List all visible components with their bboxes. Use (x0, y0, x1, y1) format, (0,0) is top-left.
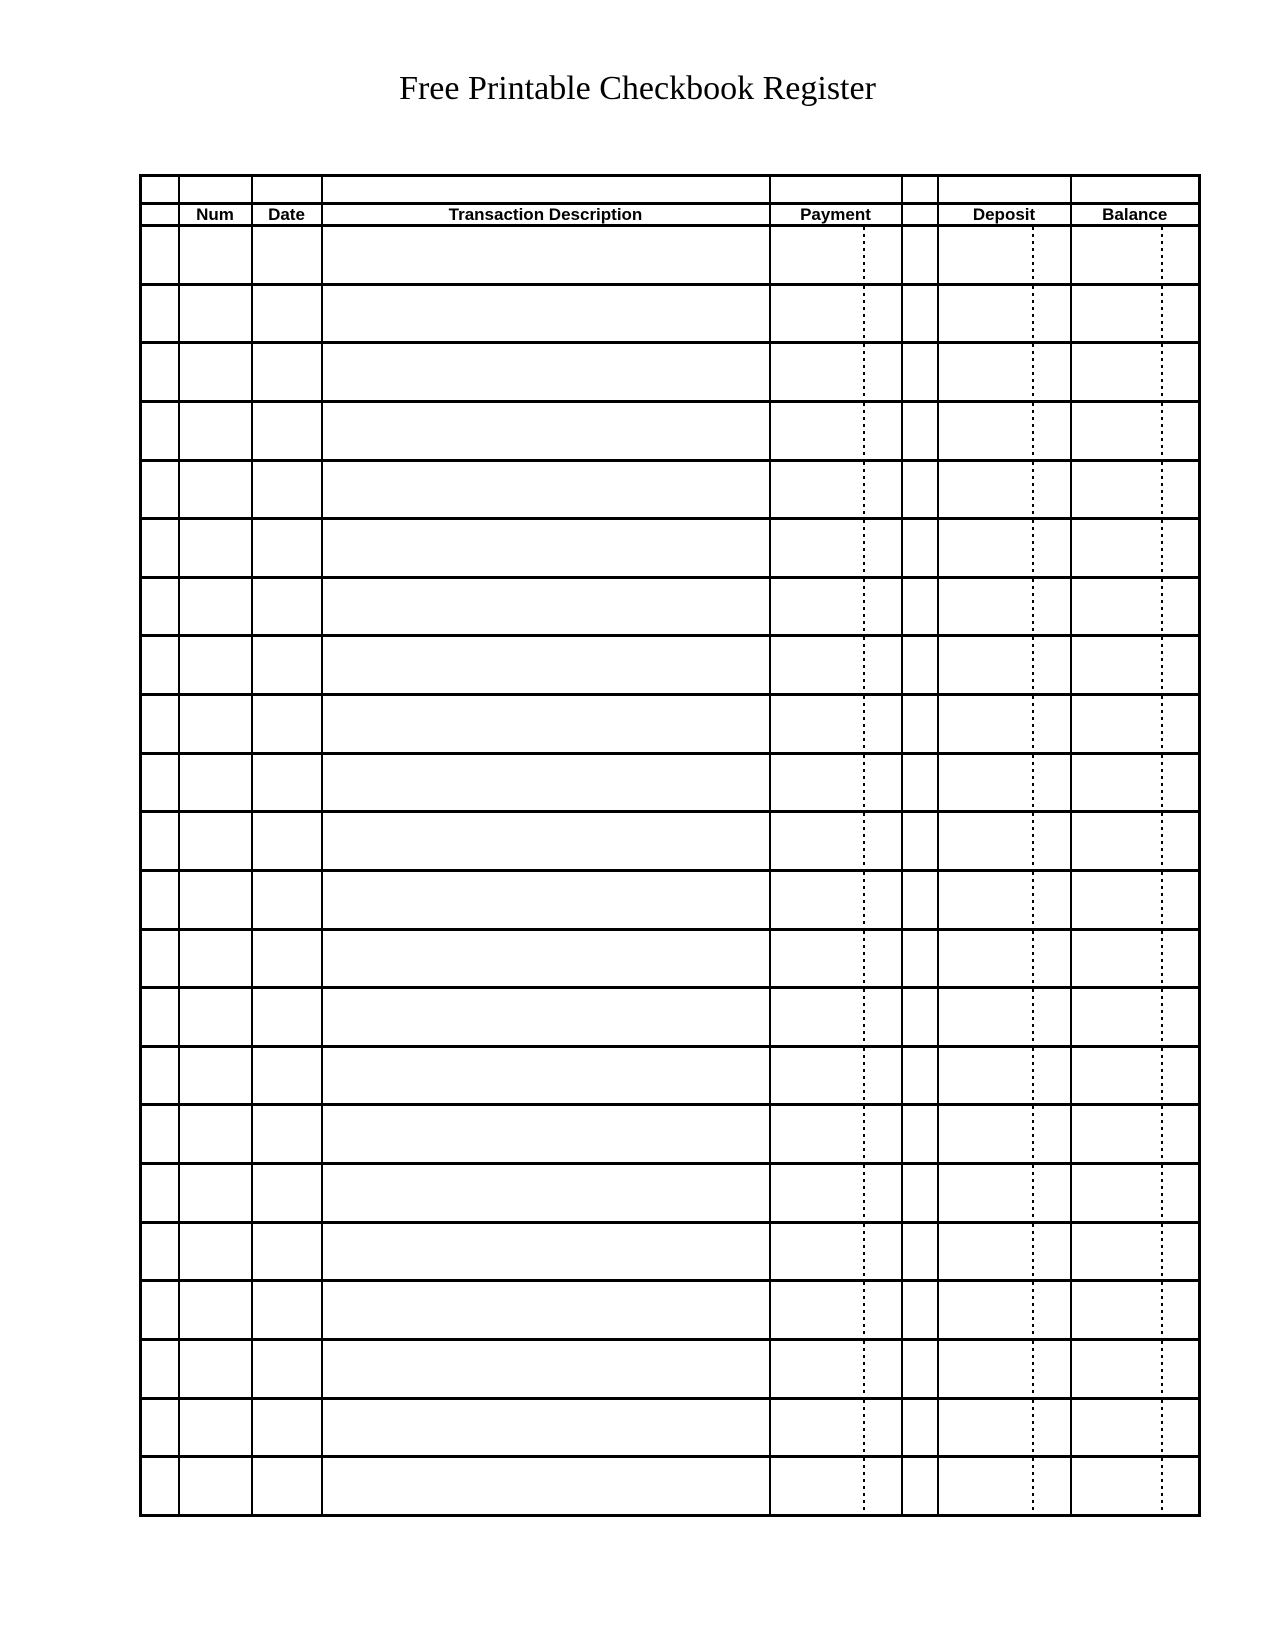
cents-separator-line (1161, 1224, 1163, 1280)
cell-deposit (938, 636, 1071, 695)
cell-date (252, 636, 322, 695)
register-row (141, 1281, 1200, 1340)
cell-balance (1071, 343, 1200, 402)
cell-date (252, 226, 322, 285)
cell-payment (770, 753, 902, 812)
cents-separator-line (1032, 1224, 1034, 1280)
cell-num (179, 695, 252, 754)
cell-date (252, 519, 322, 578)
cell-num (179, 1222, 252, 1281)
cell-deposit (938, 1457, 1071, 1516)
register-row (141, 1046, 1200, 1105)
cents-separator-line (1032, 1341, 1034, 1397)
spacer-cell-divider (902, 176, 938, 204)
cell-num (179, 812, 252, 871)
cell-deposit (938, 284, 1071, 343)
cents-separator-line (863, 1400, 865, 1456)
cell-num (179, 1105, 252, 1164)
cell-divider (902, 1222, 938, 1281)
cell-deposit (938, 460, 1071, 519)
register-row (141, 1398, 1200, 1457)
cell-deposit (938, 1339, 1071, 1398)
cell-description (322, 460, 770, 519)
page-title: Free Printable Checkbook Register (399, 70, 876, 107)
cents-separator-line (1032, 755, 1034, 811)
register-row (141, 284, 1200, 343)
cell-date (252, 401, 322, 460)
cell-divider (902, 460, 938, 519)
cell-description (322, 1105, 770, 1164)
cell-payment (770, 1105, 902, 1164)
cell-divider (902, 226, 938, 285)
cell-num (179, 1164, 252, 1223)
cell-description (322, 1339, 770, 1398)
cell-divider (902, 695, 938, 754)
cents-separator-line (1032, 1282, 1034, 1338)
register-rows (141, 226, 1200, 1516)
cell-deposit (938, 343, 1071, 402)
cell-date (252, 870, 322, 929)
cents-separator-line (863, 1341, 865, 1397)
cell-num (179, 929, 252, 988)
cents-separator-line (863, 579, 865, 635)
cents-separator-line (1032, 344, 1034, 400)
spacer-row (141, 176, 1200, 204)
cell-description (322, 988, 770, 1047)
cell-check (141, 1398, 179, 1457)
cents-separator-line (863, 403, 865, 459)
cell-divider (902, 753, 938, 812)
cell-check (141, 1164, 179, 1223)
cell-date (252, 343, 322, 402)
cell-deposit (938, 870, 1071, 929)
cell-check (141, 929, 179, 988)
cell-balance (1071, 695, 1200, 754)
column-header-divider (902, 204, 938, 226)
cell-payment (770, 1398, 902, 1457)
cell-date (252, 812, 322, 871)
cell-date (252, 1222, 322, 1281)
cents-separator-line (863, 813, 865, 869)
cell-check (141, 1281, 179, 1340)
cell-description (322, 812, 770, 871)
spacer-cell-payment (770, 176, 902, 204)
cell-balance (1071, 401, 1200, 460)
cents-separator-line (863, 520, 865, 576)
cell-num (179, 753, 252, 812)
cell-num (179, 284, 252, 343)
cell-balance (1071, 1164, 1200, 1223)
cents-separator-line (863, 1106, 865, 1162)
header-row (141, 204, 1200, 226)
cell-check (141, 577, 179, 636)
register-row (141, 460, 1200, 519)
cell-date (252, 460, 322, 519)
cell-num (179, 226, 252, 285)
cell-deposit (938, 1046, 1071, 1105)
cell-date (252, 1105, 322, 1164)
cell-date (252, 284, 322, 343)
checkbook-register-table (139, 174, 1201, 1517)
cell-balance (1071, 1105, 1200, 1164)
cents-separator-line (863, 989, 865, 1045)
cell-date (252, 1457, 322, 1516)
cell-balance (1071, 1398, 1200, 1457)
cents-separator-line (1161, 872, 1163, 928)
cell-balance (1071, 1457, 1200, 1516)
cell-balance (1071, 226, 1200, 285)
cents-separator-line (1032, 813, 1034, 869)
cell-payment (770, 929, 902, 988)
spacer-cell-balance (1071, 176, 1200, 204)
cents-separator-line (1161, 696, 1163, 752)
cell-divider (902, 1164, 938, 1223)
cell-divider (902, 1281, 938, 1340)
cell-payment (770, 1046, 902, 1105)
cents-separator-line (1032, 1165, 1034, 1221)
cell-divider (902, 636, 938, 695)
cell-description (322, 636, 770, 695)
column-header-check (141, 204, 179, 226)
cell-num (179, 401, 252, 460)
register-row (141, 695, 1200, 754)
cents-separator-line (1032, 462, 1034, 518)
cell-payment (770, 1339, 902, 1398)
spacer-cell-date (252, 176, 322, 204)
cell-description (322, 1457, 770, 1516)
cell-date (252, 1164, 322, 1223)
cell-check (141, 1222, 179, 1281)
cents-separator-line (1161, 520, 1163, 576)
register-row (141, 226, 1200, 285)
cell-balance (1071, 1339, 1200, 1398)
cell-deposit (938, 753, 1071, 812)
cell-description (322, 577, 770, 636)
register-row (141, 1339, 1200, 1398)
cents-separator-line (1161, 579, 1163, 635)
cents-separator-line (1161, 1282, 1163, 1338)
cell-deposit (938, 401, 1071, 460)
cents-separator-line (1032, 696, 1034, 752)
spacer-cell-description (322, 176, 770, 204)
cell-description (322, 1281, 770, 1340)
cell-payment (770, 343, 902, 402)
cell-description (322, 519, 770, 578)
cell-payment (770, 636, 902, 695)
cents-separator-line (1032, 1048, 1034, 1104)
cell-check (141, 226, 179, 285)
cents-separator-line (1161, 1400, 1163, 1456)
cell-balance (1071, 870, 1200, 929)
register-row (141, 577, 1200, 636)
cents-separator-line (863, 872, 865, 928)
cell-payment (770, 1457, 902, 1516)
cell-divider (902, 812, 938, 871)
cell-divider (902, 577, 938, 636)
cents-separator-line (1032, 403, 1034, 459)
cell-payment (770, 284, 902, 343)
cents-separator-line (1032, 1458, 1034, 1514)
cell-divider (902, 1398, 938, 1457)
cell-payment (770, 1164, 902, 1223)
register-row (141, 1105, 1200, 1164)
cell-deposit (938, 812, 1071, 871)
cents-separator-line (863, 755, 865, 811)
cents-separator-line (1161, 1106, 1163, 1162)
cell-check (141, 343, 179, 402)
column-header-num: Num (179, 204, 252, 226)
cents-separator-line (863, 637, 865, 693)
cell-num (179, 343, 252, 402)
cents-separator-line (1032, 579, 1034, 635)
cell-description (322, 226, 770, 285)
cents-separator-line (863, 696, 865, 752)
cell-description (322, 753, 770, 812)
cents-separator-line (1161, 286, 1163, 342)
cents-separator-line (1161, 1341, 1163, 1397)
cell-description (322, 929, 770, 988)
cell-balance (1071, 812, 1200, 871)
register-row (141, 636, 1200, 695)
cell-check (141, 695, 179, 754)
cents-separator-line (1161, 813, 1163, 869)
cell-num (179, 1339, 252, 1398)
cell-check (141, 401, 179, 460)
register-row (141, 988, 1200, 1047)
cell-description (322, 401, 770, 460)
register-row (141, 870, 1200, 929)
cell-check (141, 519, 179, 578)
cell-deposit (938, 1222, 1071, 1281)
cell-balance (1071, 929, 1200, 988)
cell-balance (1071, 636, 1200, 695)
cell-payment (770, 988, 902, 1047)
cell-date (252, 1398, 322, 1457)
cents-separator-line (1161, 1048, 1163, 1104)
cents-separator-line (1032, 520, 1034, 576)
cell-deposit (938, 929, 1071, 988)
cell-description (322, 1222, 770, 1281)
cents-separator-line (1161, 227, 1163, 283)
cell-description (322, 1398, 770, 1457)
cell-balance (1071, 460, 1200, 519)
cents-separator-line (1032, 1106, 1034, 1162)
cell-date (252, 988, 322, 1047)
cell-date (252, 1046, 322, 1105)
cell-description (322, 284, 770, 343)
cell-num (179, 988, 252, 1047)
cell-date (252, 929, 322, 988)
cents-separator-line (863, 931, 865, 987)
cell-check (141, 870, 179, 929)
cents-separator-line (1161, 755, 1163, 811)
register-row (141, 343, 1200, 402)
cell-payment (770, 1222, 902, 1281)
cents-separator-line (1032, 931, 1034, 987)
register-row (141, 1164, 1200, 1223)
cell-num (179, 636, 252, 695)
cell-divider (902, 284, 938, 343)
cell-num (179, 577, 252, 636)
cell-payment (770, 870, 902, 929)
cell-num (179, 519, 252, 578)
cell-check (141, 1046, 179, 1105)
cell-payment (770, 695, 902, 754)
cell-description (322, 343, 770, 402)
cell-description (322, 1164, 770, 1223)
register-row (141, 1457, 1200, 1516)
cell-num (179, 1281, 252, 1340)
cents-separator-line (1032, 227, 1034, 283)
register-row (141, 1222, 1200, 1281)
cents-separator-line (863, 462, 865, 518)
cell-check (141, 753, 179, 812)
cell-divider (902, 343, 938, 402)
cell-deposit (938, 1398, 1071, 1457)
cell-balance (1071, 988, 1200, 1047)
cell-deposit (938, 1281, 1071, 1340)
register-row (141, 812, 1200, 871)
cell-description (322, 870, 770, 929)
cell-deposit (938, 988, 1071, 1047)
cell-divider (902, 929, 938, 988)
cents-separator-line (1032, 989, 1034, 1045)
cents-separator-line (1161, 344, 1163, 400)
cents-separator-line (1032, 637, 1034, 693)
cell-payment (770, 812, 902, 871)
cell-deposit (938, 1105, 1071, 1164)
cell-check (141, 1339, 179, 1398)
cents-separator-line (863, 286, 865, 342)
cents-separator-line (1161, 1458, 1163, 1514)
cents-separator-line (1161, 462, 1163, 518)
cell-deposit (938, 519, 1071, 578)
cell-payment (770, 1281, 902, 1340)
cents-separator-line (1161, 931, 1163, 987)
register-row (141, 519, 1200, 578)
cell-payment (770, 226, 902, 285)
cell-date (252, 695, 322, 754)
cell-check (141, 636, 179, 695)
cents-separator-line (1032, 872, 1034, 928)
cents-separator-line (863, 227, 865, 283)
column-header-deposit: Deposit (938, 204, 1071, 226)
cell-divider (902, 988, 938, 1047)
cell-balance (1071, 577, 1200, 636)
cell-balance (1071, 1222, 1200, 1281)
cell-num (179, 1398, 252, 1457)
cents-separator-line (863, 1458, 865, 1514)
cell-check (141, 988, 179, 1047)
register-row (141, 401, 1200, 460)
cell-date (252, 577, 322, 636)
cell-num (179, 870, 252, 929)
cell-balance (1071, 753, 1200, 812)
cell-date (252, 1281, 322, 1340)
spacer-cell-num (179, 176, 252, 204)
cents-separator-line (1032, 286, 1034, 342)
cell-divider (902, 519, 938, 578)
cell-num (179, 1457, 252, 1516)
cell-check (141, 284, 179, 343)
cell-deposit (938, 577, 1071, 636)
cell-description (322, 1046, 770, 1105)
cell-balance (1071, 1046, 1200, 1105)
spacer-cell-deposit (938, 176, 1071, 204)
column-header-date: Date (252, 204, 322, 226)
spacer-cell-check (141, 176, 179, 204)
cents-separator-line (1161, 637, 1163, 693)
cell-num (179, 460, 252, 519)
column-header-payment: Payment (770, 204, 902, 226)
cell-divider (902, 870, 938, 929)
register-row (141, 753, 1200, 812)
cell-date (252, 753, 322, 812)
cents-separator-line (1161, 1165, 1163, 1221)
cell-deposit (938, 1164, 1071, 1223)
cents-separator-line (863, 344, 865, 400)
cell-check (141, 460, 179, 519)
cents-separator-line (863, 1165, 865, 1221)
cell-divider (902, 1105, 938, 1164)
cell-deposit (938, 695, 1071, 754)
cents-separator-line (1161, 403, 1163, 459)
cell-payment (770, 577, 902, 636)
column-header-balance: Balance (1071, 204, 1200, 226)
register-row (141, 929, 1200, 988)
cell-description (322, 695, 770, 754)
cell-num (179, 1046, 252, 1105)
cell-payment (770, 519, 902, 578)
cell-payment (770, 401, 902, 460)
column-header-description: Transaction Description (322, 204, 770, 226)
cell-divider (902, 1046, 938, 1105)
cell-balance (1071, 284, 1200, 343)
cents-separator-line (1161, 989, 1163, 1045)
cents-separator-line (863, 1048, 865, 1104)
cell-divider (902, 1339, 938, 1398)
cents-separator-line (1032, 1400, 1034, 1456)
cell-payment (770, 460, 902, 519)
cents-separator-line (863, 1282, 865, 1338)
cell-divider (902, 1457, 938, 1516)
cell-divider (902, 401, 938, 460)
cell-check (141, 812, 179, 871)
cell-check (141, 1105, 179, 1164)
cell-deposit (938, 226, 1071, 285)
cell-date (252, 1339, 322, 1398)
cents-separator-line (863, 1224, 865, 1280)
cell-check (141, 1457, 179, 1516)
cell-balance (1071, 519, 1200, 578)
cell-balance (1071, 1281, 1200, 1340)
